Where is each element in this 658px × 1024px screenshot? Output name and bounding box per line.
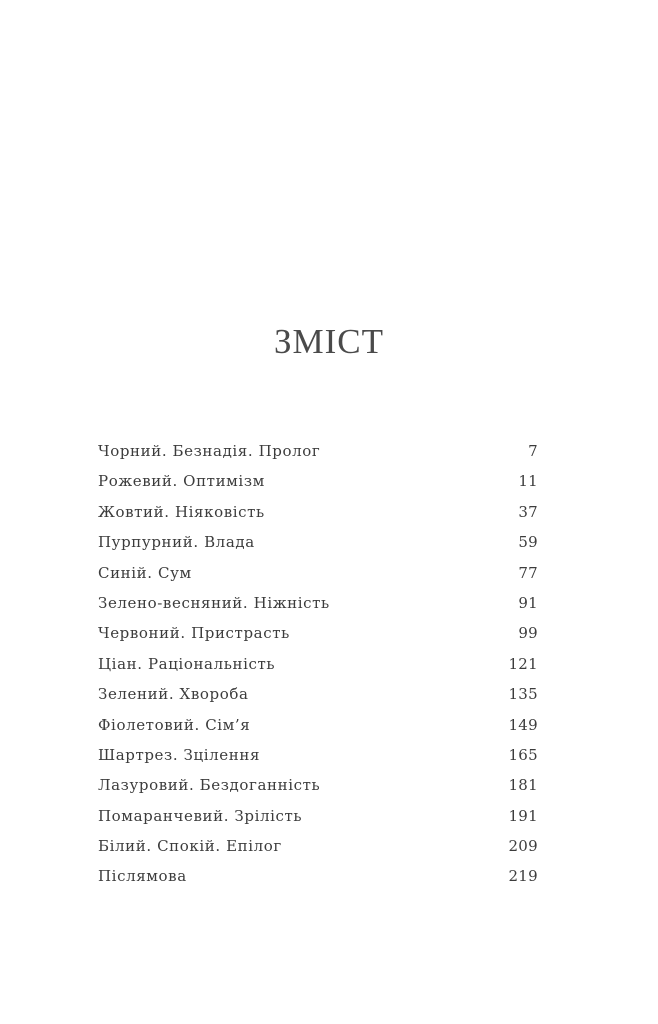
toc-entry-page: 209 [508, 837, 538, 856]
toc-entry-page: 219 [508, 867, 538, 886]
toc-entry [98, 497, 538, 527]
toc-entry [98, 588, 538, 618]
toc-entry [98, 649, 538, 679]
toc-entry [98, 770, 538, 800]
toc-entry-title: Пурпурний. Влада [98, 533, 255, 552]
toc-entry [98, 679, 538, 709]
toc-entry [98, 527, 538, 557]
toc-entry-page: 7 [528, 442, 538, 460]
toc-entry-title: Синій. Сум [98, 563, 192, 582]
toc-entry-title: Жовтий. Ніяковість [98, 502, 265, 521]
toc-entry-title: Чорний. Безнадія. Пролог [98, 442, 321, 460]
table-of-contents [98, 436, 538, 892]
toc-entry [98, 861, 538, 891]
toc-entry-page: 11 [518, 472, 538, 491]
toc-entry-page: 121 [508, 654, 538, 673]
toc-entry-title: Білий. Спокій. Епілог [98, 837, 282, 856]
toc-entry [98, 558, 538, 588]
toc-entry-title: Зелений. Хвороба [98, 685, 249, 704]
toc-entry-page: 181 [508, 776, 538, 795]
toc-entry-page: 99 [518, 624, 538, 643]
toc-entry-title: Післямова [98, 867, 187, 886]
toc-entry-title: Помаранчевий. Зрілість [98, 806, 303, 825]
toc-entry [98, 801, 538, 831]
toc-entry-page: 165 [508, 745, 538, 764]
toc-entry-page: 149 [508, 715, 538, 734]
toc-entry [98, 710, 538, 740]
page-title: ЗМІСТ [273, 322, 385, 361]
toc-entry [98, 831, 538, 861]
toc-entry-title: Червоний. Пристрасть [98, 624, 290, 643]
toc-entry [98, 740, 538, 770]
toc-entry-page: 59 [518, 533, 538, 552]
toc-entry-title: Шартрез. Зцілення [98, 745, 261, 764]
toc-entry-title: Лазуровий. Бездоганність [98, 776, 321, 795]
toc-entry-title: Ціан. Раціональність [98, 654, 276, 673]
toc-entry-page: 91 [518, 593, 538, 612]
toc-entry-page: 37 [518, 502, 538, 521]
toc-entry-page: 135 [508, 685, 538, 704]
toc-entry-title: Рожевий. Оптимізм [98, 472, 265, 491]
toc-entry [98, 436, 538, 466]
toc-entry [98, 618, 538, 648]
toc-entry-page: 77 [518, 563, 538, 582]
toc-entry [98, 466, 538, 496]
toc-entry-title: Зелено-весняний. Ніжність [98, 593, 330, 612]
toc-entry-title: Фіолетовий. Сім’я [98, 715, 251, 734]
toc-entry-page: 191 [508, 806, 538, 825]
